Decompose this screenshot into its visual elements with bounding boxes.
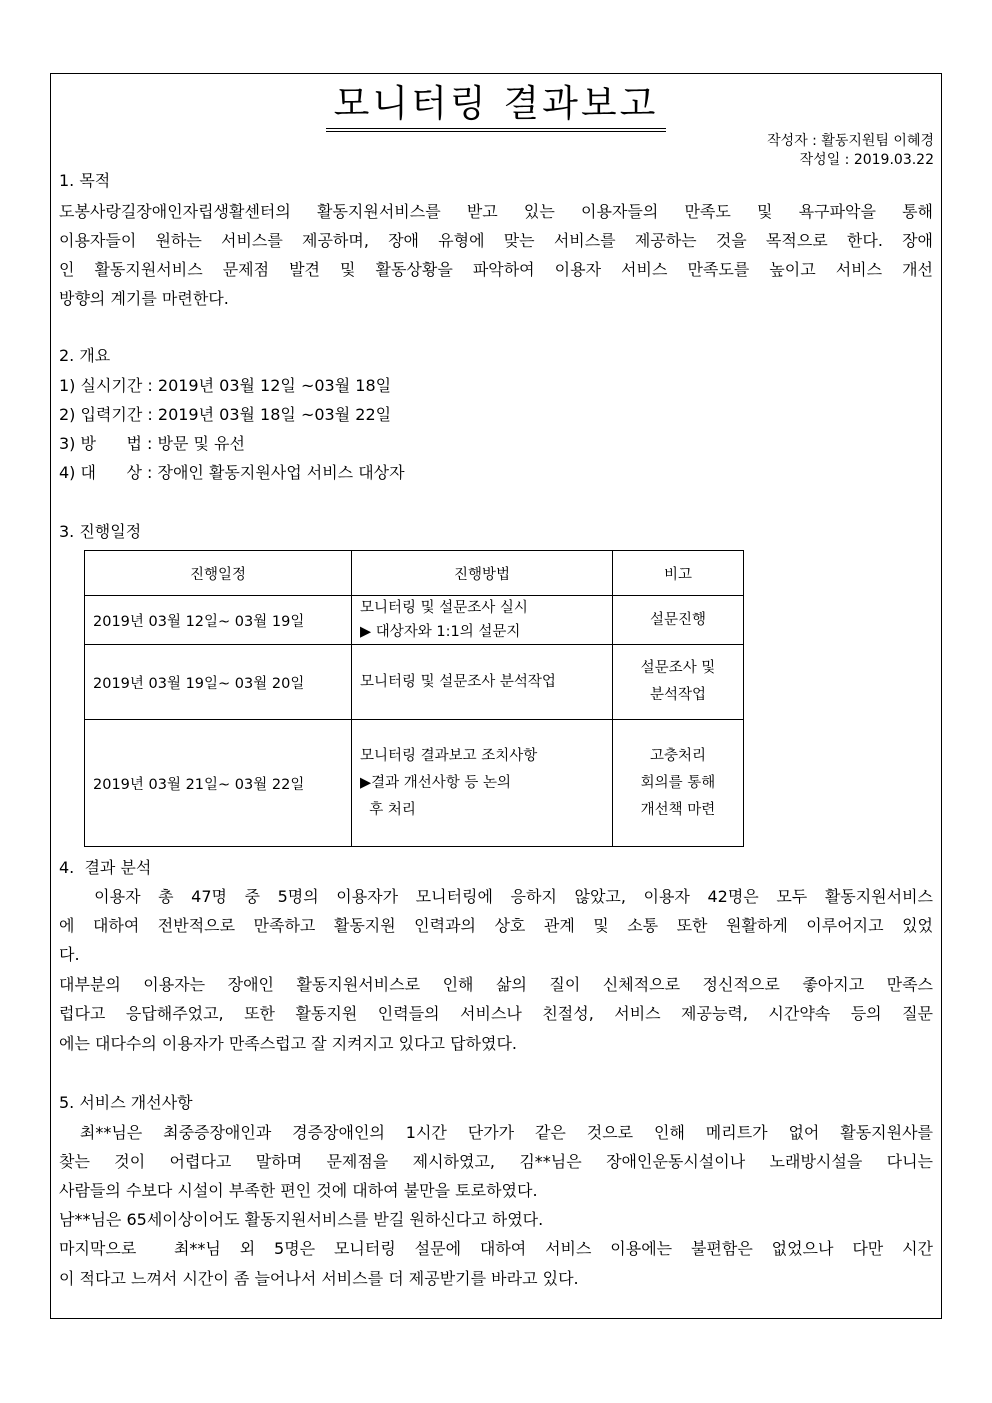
row-1-method xyxy=(352,596,613,645)
section-4-heading: 4. 결과 분석 xyxy=(59,858,152,877)
section-3-heading: 3. 진행일정 xyxy=(59,522,142,541)
section-5-line-5: 마지막으로 최**님 외 5명은 모니터링 설문에 대하여 서비스 이용에는 불편함은 없었으나 다만 시간 xyxy=(59,1239,933,1258)
section-1-line-1: 도봉사랑길장애인자립생활센터의 활동지원서비스를 받고 있는 이용자들의 만족도 및 욕구파악을 통해 xyxy=(59,202,933,221)
row-2-date: 2019년 03월 19일~ 03월 20일 xyxy=(85,645,352,720)
row-3-note-line-2: 회의를 통해 xyxy=(640,774,716,791)
section-5-line-1: 최**님은 최중증장애인과 경증장애인의 1시간 단가가 같은 것으로 인해 메리트가 없어 활동지원사를 xyxy=(59,1123,933,1142)
section-4-line-5: 럽다고 응답해주었고, 또한 활동지원 인력들의 서비스나 친절성, 서비스 제공능력, 시간약속 등의 질문 xyxy=(59,1004,933,1023)
section-5-line-6: 이 적다고 느껴서 시간이 좀 늘어나서 서비스를 더 제공받기를 바라고 있다. xyxy=(59,1269,579,1288)
row-3-date: 2019년 03월 21일~ 03월 22일 xyxy=(85,720,352,847)
schedule-header-row xyxy=(85,551,744,596)
section-5-line-4: 남**님은 65세이상이어도 활동지원서비스를 받길 원하신다고 하였다. xyxy=(59,1210,544,1229)
col-header-note: 비고 xyxy=(613,551,744,596)
row-3-note-line-1: 고충처리 xyxy=(649,747,707,764)
row-1-method-line-1: 모니터링 및 설문조사 실시 xyxy=(360,600,528,616)
section-4-line-2: 에 대하여 전반적으로 만족하고 활동지원 인력과의 상호 관계 및 소통 또한 원활하게 이루어지고 있었 xyxy=(59,916,933,935)
row-2-note-line-2: 분석작업 xyxy=(649,687,707,703)
row-1-note-line-1: 설문진행 xyxy=(649,611,707,628)
row-2-note-line-1: 설문조사 및 xyxy=(640,660,716,676)
section-1-line-4: 방향의 계기를 마련한다. xyxy=(59,289,229,308)
section-4-line-1: 이용자 총 47명 중 5명의 이용자가 모니터링에 응하지 않았고, 이용자 42명은 모두 활동지원서비스 xyxy=(59,887,934,906)
document-title-wrap xyxy=(0,82,992,132)
author-line: 작성자 : 활동지원팀 이혜경 xyxy=(767,133,934,149)
section-4-line-4: 대부분의 이용자는 장애인 활동지원서비스로 인해 삶의 질이 신체적으로 정신적으로 좋아지고 만족스 xyxy=(59,975,933,994)
overview-item-2: 2) 입력기간 : 2019년 03월 18일 ~03월 22일 xyxy=(59,405,392,424)
overview-item-3: 3) 방 법 : 방문 및 유선 xyxy=(59,434,245,453)
row-2-note xyxy=(613,645,744,720)
section-4-line-6: 에는 대다수의 이용자가 만족스럽고 잘 지켜지고 있다고 답하였다. xyxy=(59,1034,518,1053)
row-2-method-line-1: 모니터링 및 설문조사 분석작업 xyxy=(360,673,556,690)
row-3-note xyxy=(613,720,744,847)
table-row xyxy=(85,720,744,847)
table-row xyxy=(85,645,744,720)
section-1-line-3: 인 활동지원서비스 문제점 발견 및 활동상황을 파악하여 이용자 서비스 만족도를 높이고 서비스 개선 xyxy=(59,260,933,279)
section-5-line-2: 찾는 것이 어렵다고 말하며 문제점을 제시하였고, 김**님은 장애인운동시설이나 노래방시설을 다니는 xyxy=(59,1152,933,1171)
overview-item-1: 1) 실시기간 : 2019년 03월 12일 ~03월 18일 xyxy=(59,376,392,395)
col-header-schedule: 진행일정 xyxy=(85,551,352,596)
section-5-line-3: 사람들의 수보다 시설이 부족한 편인 것에 대하여 불만을 토로하였다. xyxy=(59,1181,538,1200)
section-2-heading: 2. 개요 xyxy=(59,346,111,365)
row-3-method-line-1: 모니터링 결과보고 조치사항 xyxy=(360,747,538,764)
row-1-method-line-2: ▶ 대상자와 1:1의 설문지 xyxy=(360,624,521,640)
row-3-method-line-2: ▶결과 개선사항 등 논의 xyxy=(360,774,512,791)
section-1-heading: 1. 목적 xyxy=(59,171,111,190)
section-4-line-3: 다. xyxy=(59,945,80,964)
section-1-line-2: 이용자들이 원하는 서비스를 제공하며, 장애 유형에 맞는 서비스를 제공하는 것을 목적으로 한다. 장애 xyxy=(59,231,933,250)
table-row xyxy=(85,596,744,645)
col-header-method: 진행방법 xyxy=(352,551,613,596)
overview-item-4: 4) 대 상 : 장애인 활동지원사업 서비스 대상자 xyxy=(59,463,405,482)
schedule-table xyxy=(84,550,744,847)
document-title: 모니터링 결과보고 xyxy=(326,82,667,132)
row-1-note xyxy=(613,596,744,645)
date-line: 작성일 : 2019.03.22 xyxy=(799,152,934,168)
row-1-date: 2019년 03월 12일~ 03월 19일 xyxy=(85,596,352,645)
section-5-heading: 5. 서비스 개선사항 xyxy=(59,1093,193,1112)
row-3-note-line-3: 개선책 마련 xyxy=(640,801,716,818)
row-2-method xyxy=(352,645,613,720)
row-3-method-line-3: 후 처리 xyxy=(360,801,416,818)
row-3-method xyxy=(352,720,613,847)
